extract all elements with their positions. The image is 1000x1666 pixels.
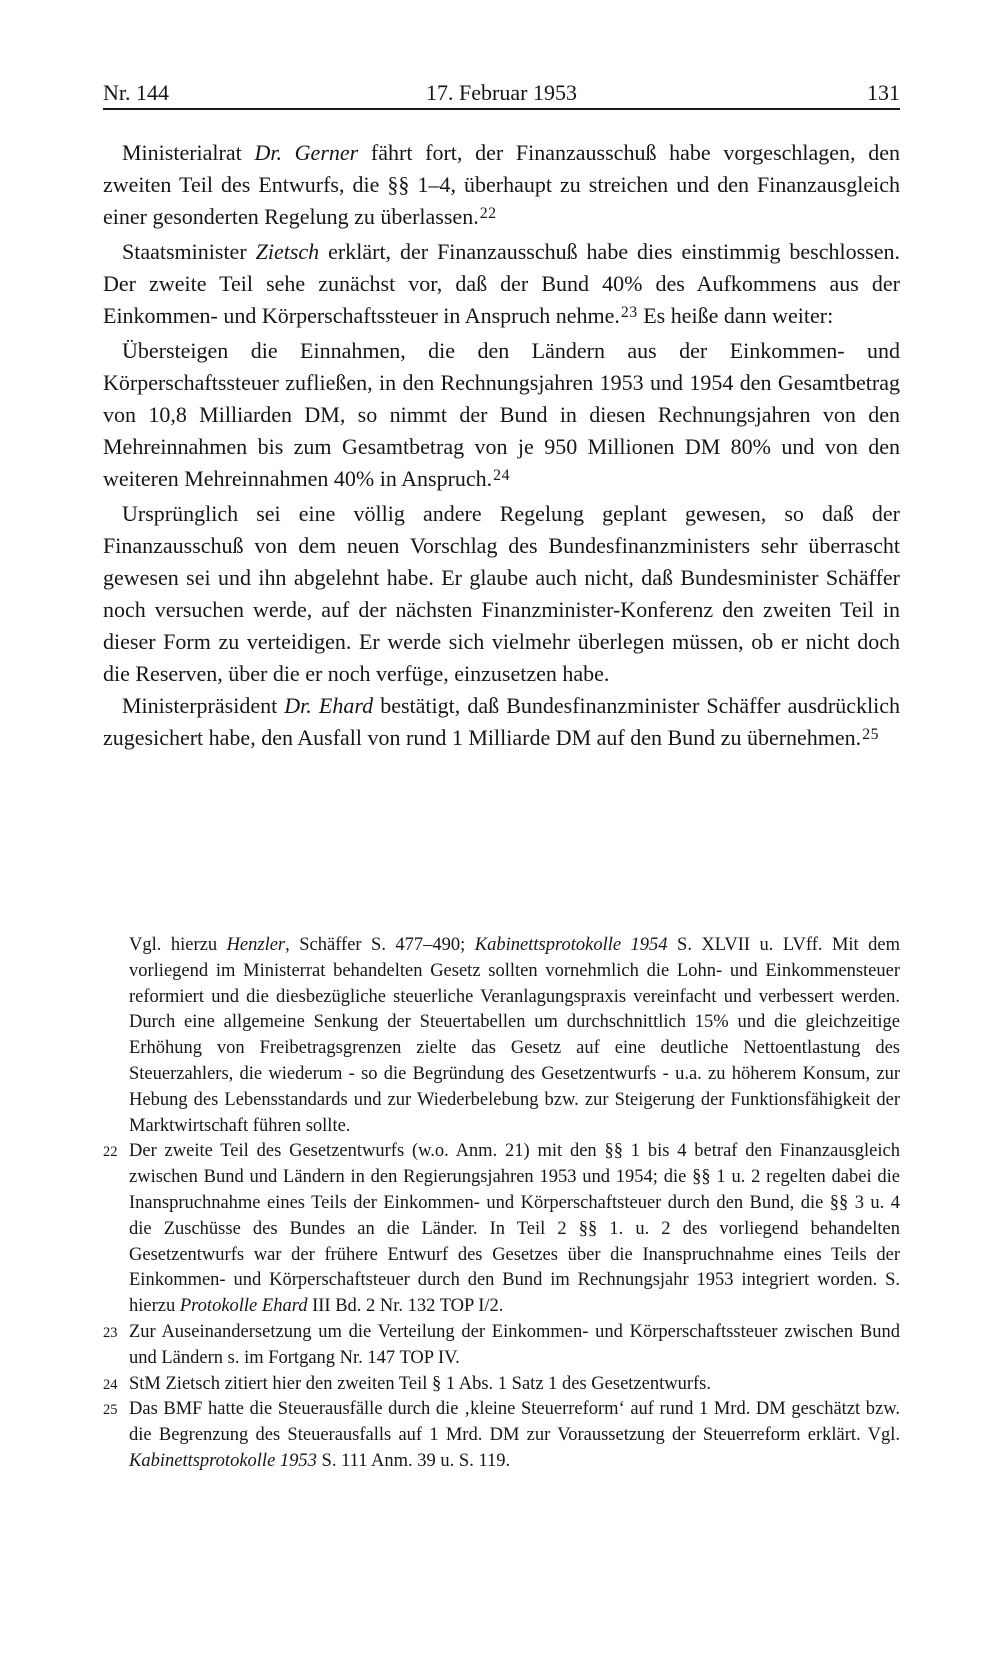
- footnote: [103, 1397, 900, 1474]
- footnote: [103, 1139, 900, 1320]
- footnote: [103, 1320, 900, 1372]
- footnote-text: [129, 1141, 900, 1316]
- italic-text: Kabinettsprotokolle 1953: [129, 1450, 317, 1471]
- text-run: Ministerpräsident: [122, 693, 285, 718]
- footnotes-section: [103, 933, 900, 1475]
- italic-text: Zietsch: [255, 239, 320, 264]
- footnote-number: 22: [103, 1144, 118, 1161]
- page-number: 131: [867, 80, 900, 105]
- text-run: Ursprünglich sei eine völlig andere Regelung geplant gewesen, so daß der Finanzausschuß von dem neuen Vorschlag des Bundesfinanzministers sehr überrascht gewesen sei und ihn abgelehnt habe. Er glaube auch nicht, daß Bundesminister Schäffer noch versuchen werde, auf der nächsten Finanzminister-Konferenz den zweiten Teil in dieser Form zu verteidigen. Er werde sich vielmehr überlegen müssen, ob er nicht doch die Reserven, über die er noch verfüge, einzusetzen habe.: [103, 501, 900, 686]
- footnote-text: [129, 1374, 711, 1394]
- text-run: Zur Auseinandersetzung um die Verteilung der Einkommen- und Körperschaftssteuer zwischen Bund und Ländern s. im Fortgang Nr. 147 TOP IV.: [129, 1321, 900, 1368]
- text-run: Vgl. hierzu: [129, 935, 227, 955]
- text-run: S. 111 Anm. 39 u. S. 119.: [316, 1450, 511, 1471]
- main-text: [103, 137, 900, 757]
- paragraph: [103, 690, 900, 757]
- text-run: Der zweite Teil des Gesetzentwurfs (w.o. Anm. 21) mit den §§ 1 bis 4 betraf den Finanzausgleich zwischen Bund und Ländern in den Regierungsjahren 1953 und 1954; die §§ 1 u. 2 regelten dabei die Inanspruchnahme eines Teils der Einkommen- und Körperschaftsteuer durch den Bund, die §§ 3 u. 4 die Zuschüsse des Bundes an die Länder. In Teil 2 §§ 1. u. 2 des vorliegend behandelten Gesetzentwurfs war der frühere Entwurf des Gesetzes über die Inanspruchnahme eines Teils der Einkommen- und Körperschaftsteuer durch den Bund im Rechnungsjahr 1953 integriert worden. S. hierzu: [129, 1141, 900, 1317]
- italic-text: Kabinettsprotokolle 1954: [474, 935, 668, 955]
- footnote-text: [129, 1399, 900, 1471]
- text-run: erklärt, der Finanzausschuß habe dies einstimmig beschlossen. Der zweite Teil sehe zunächst vor, daß der Bund 40% des Aufkommens aus der Einkommen- und Körperschaftssteuer in Anspruch nehme.: [103, 239, 900, 328]
- footnote-reference: 24: [493, 466, 510, 484]
- footnote-reference: 25: [862, 725, 880, 743]
- text-run: StM Zietsch zitiert hier den zweiten Teil § 1 Abs. 1 Satz 1 des Gesetzentwurfs.: [129, 1373, 712, 1394]
- footnote-continuation: [103, 933, 900, 1139]
- text-run: Übersteigen die Einnahmen, die den Ländern aus der Einkommen- und Körperschaftssteuer zufließen, in den Rechnungsjahren 1953 und 1954 den Gesamtbetrag von 10,8 Milliarden DM, so nimmt der Bund in diesen Rechnungsjahren von den Mehreinnahmen bis zum Gesamtbetrag von je 950 Millionen DM 80% und von den weiteren Mehreinnahmen 40% in Anspruch.: [103, 338, 900, 491]
- text-run: Staatsminister: [122, 239, 256, 264]
- footnote-text: [129, 935, 900, 1136]
- text-run: Das BMF hatte die Steuerausfälle durch die ‚kleine Steuerreform‘ auf rund 1 Mrd. DM geschätzt bzw. die Begrenzung des Steuerausfalls auf 1 Mrd. DM zur Voraussetzung der Steuerreform erklärt. Vgl.: [129, 1399, 900, 1446]
- footnote-number: 24: [103, 1376, 118, 1393]
- paragraph: [103, 236, 900, 335]
- text-run: Es heiße dann weiter:: [637, 303, 834, 328]
- paragraph: [103, 498, 900, 690]
- document-number: Nr. 144: [103, 80, 169, 105]
- footnote-number: 23: [103, 1324, 118, 1341]
- footnote-reference: 23: [620, 303, 638, 321]
- footnote-number: 25: [103, 1402, 118, 1419]
- text-run: fährt fort, der Finanzausschuß habe vorgeschlagen, den zweiten Teil des Entwurfs, die §§ 1–4, überhaupt zu streichen und den Finanzausgleich einer gesonderten Regelung zu überlassen.: [103, 140, 900, 229]
- footnote-text: [129, 1322, 900, 1368]
- italic-text: Dr. Gerner: [254, 140, 359, 165]
- text-run: bestätigt, daß Bundesfinanzminister Schäffer ausdrücklich zugesichert habe, den Ausfall von rund 1 Milliarde DM auf den Bund zu übernehmen.: [103, 693, 900, 750]
- page-header: [103, 80, 900, 108]
- text-run: Ministerialrat: [122, 140, 255, 165]
- italic-text: Dr. Ehard: [284, 693, 374, 718]
- text-run: S. XLVII u. LVff. Mit dem vorliegend im Ministerrat behandelten Gesetz sollten vornehmlich die Lohn- und Einkommensteuer reformiert und die diesbezügliche steuerliche Veranlagungspraxis vereinfacht und verbessert werden. Durch eine allgemeine Senkung der Steuertabellen um durchschnittlich 15% und die gleichzeitige Erhöhung von Freibetragsgrenzen zielte das Gesetz auf eine deutliche Nettoentlastung des Steuerzahlers, die wiederum - so die Begründung des Gesetzentwurfs - u.a. zu höherem Konsum, zur Hebung des Lebensstandards und zur Wiederbelebung bzw. zur Steigerung der Funktionsfähigkeit der Marktwirtschaft führen sollte.: [129, 935, 901, 1136]
- italic-text: Henzler: [226, 935, 286, 955]
- header-rule: [103, 108, 900, 110]
- text-run: , Schäffer S. 477–490;: [285, 935, 475, 955]
- header-date: 17. Februar 1953: [426, 80, 577, 105]
- paragraph: [103, 137, 900, 236]
- footnote-reference: 22: [479, 204, 497, 222]
- paragraph: [103, 335, 900, 498]
- italic-text: Protokolle Ehard: [179, 1296, 308, 1317]
- text-run: III Bd. 2 Nr. 132 TOP I/2.: [307, 1296, 504, 1317]
- footnote: [103, 1372, 900, 1398]
